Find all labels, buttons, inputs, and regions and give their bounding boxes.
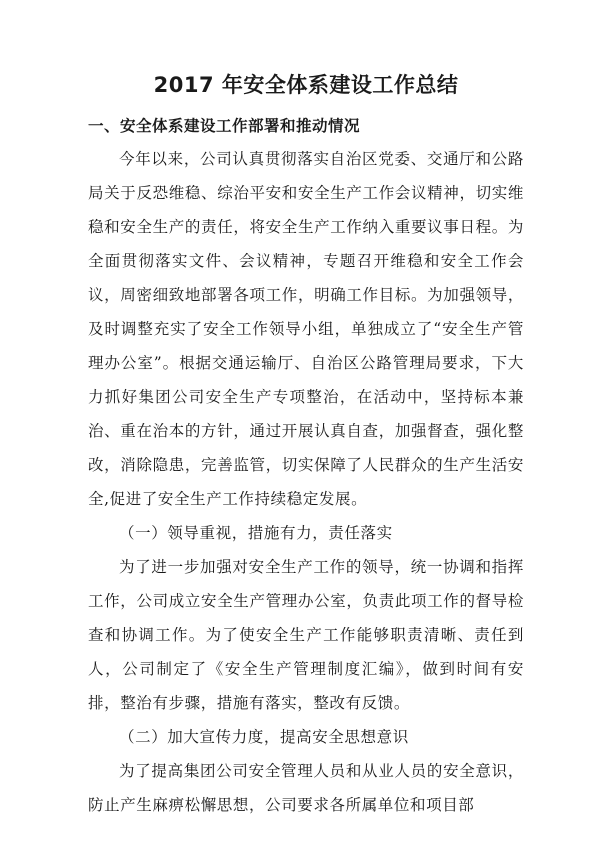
subsection-paragraph-2: 为了提高集团公司安全管理人员和从业人员的安全意识，防止产生麻痹松懈思想，公司要求各所属单位和项目部 <box>88 762 524 814</box>
intro-paragraph: 今年以来，公司认真贯彻落实自治区党委、交通厅和公路局关于反恐维稳、综治平安和安全生产工作会议精神，切实维稳和安全生产的责任，将安全生产工作纳入重要议事日程。为全面贯彻落实文件、会议精神，专题召开维稳和安全工作会议，周密细致地部署各项工作，明确工作目标。为加强领导，及时调整充实了安全工作领导小组，单独成立了“安全生产管理办公室”。根据交通运输厅、自治区公路管理局要求，下大力抓好集团公司安全生产专项整治，在活动中，坚持标本兼治、重在治本的方针，通过开展认真自查，加强督查，强化整改，消除隐患，完善监管，切实保障了人民群众的生产生活安全,促进了安全生产工作持续稳定发展。 <box>88 150 524 508</box>
subsection-paragraph-1: 为了进一步加强对安全生产工作的领导，统一协调和指挥工作，公司成立安全生产管理办公室，负责此项工作的督导检查和协调工作。为了使安全生产工作能够职责清晰、责任到人，公司制定了《安全生产管理制度汇编》，做到时间有安排，整治有步骤，措施有落实，整改有反馈。 <box>88 558 524 712</box>
document-title: 2017 年安全体系建设工作总结 <box>153 73 459 97</box>
subsection-heading-2: （二）加大宣传力度，提高安全思想意识 <box>119 728 409 746</box>
subsection-heading-1: （一）领导重视，措施有力，责任落实 <box>119 524 393 542</box>
section-heading: 一、安全体系建设工作部署和推动情况 <box>88 117 361 135</box>
